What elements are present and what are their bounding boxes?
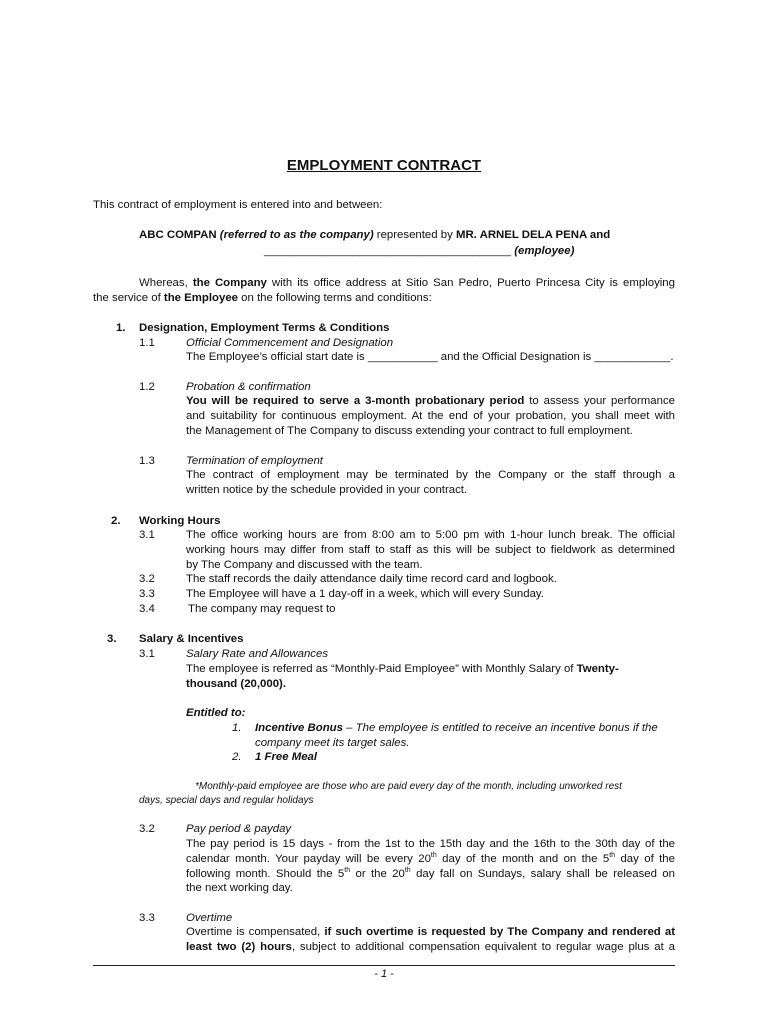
entitled-heading: Entitled to:: [186, 707, 246, 719]
footnote-line2: days, special days and regular holidays: [139, 795, 314, 806]
clause-1-1-title: Official Commencement and Designation: [186, 337, 394, 349]
entitled-item-1-line1: Incentive Bonus – The employee is entitled to receive an incentive bonus if the: [255, 722, 658, 734]
clause-3-1-line2: thousand (20,000).: [186, 678, 287, 690]
clause-3-2-text: The pay period is 15 days - from the 1st to the 15th day and the 16th to the 30th day of the calendar month. Your payday will be every 20th day of the month and on the 5th day of the following month. Should the 5th or the 20th day fall on Sundays, salary shall be released on the next working day.: [186, 838, 675, 895]
clause-2-3-text: The Employee will have a 1 day-off in a week, which will every Sunday.: [186, 588, 544, 600]
clause-1-3-text: The contract of employment may be terminated by the Company or the staff through a written notice by the schedule provided in your contract.: [186, 469, 675, 496]
clause-2-2-text: The staff records the daily attendance daily time record card and logbook.: [186, 573, 557, 585]
clause-1-1-number: 1.1: [139, 337, 155, 349]
clause-2-4-number: 3.4: [139, 603, 155, 615]
employee-line: [264, 244, 574, 258]
parties-line: [139, 228, 610, 242]
clause-3-1-number: 3.1: [139, 648, 155, 660]
section2-heading: Working Hours: [139, 515, 221, 527]
clause-3-3-number: 3.3: [139, 912, 155, 924]
rep-name: MR. ARNEL DELA PENA and: [455, 229, 611, 241]
clause-2-2-number: 3.2: [139, 573, 155, 585]
clause-2-3-number: 3.3: [139, 588, 155, 600]
rep-text: represented by: [376, 229, 453, 241]
whereas-paragraph: Whereas, the Company with its office address at Sitio San Pedro, Puerto Princesa City is employing the service of the Employee on the following terms and conditions:: [93, 277, 675, 304]
clause-3-1-line1: The employee is referred as “Monthly-Paid Employee” with Monthly Salary of Twenty-: [186, 663, 619, 675]
employee-ref: (employee): [514, 245, 575, 257]
clause-1-2-number: 1.2: [139, 381, 155, 393]
section1-number: 1.: [116, 322, 126, 334]
footer-divider: [93, 965, 675, 966]
entitled-item-1-line2: company meet its target sales.: [255, 737, 410, 749]
clause-2-4-text: The company may request to: [188, 603, 336, 615]
clause-3-3-text: Overtime is compensated, if such overtime is requested by The Company and rendered at least two (2) hours, subject to additional compensation equivalent to regular wage plus at a: [186, 926, 676, 953]
page-number: - 1 -: [374, 968, 394, 980]
clause-2-1-text: The office working hours are from 8:00 am to 5:00 pm with 1-hour lunch break. The official working hours may differ from staff to staff as this will be subject to fieldwork as determined by The Company and discussed with the team.: [186, 529, 675, 571]
entitled-item-1-number: 1.: [232, 722, 242, 734]
section1-heading: Designation, Employment Terms & Conditions: [139, 322, 390, 334]
clause-3-3-title: Overtime: [186, 912, 233, 924]
document-title: EMPLOYMENT CONTRACT: [286, 157, 482, 174]
clause-3-2-title: Pay period & payday: [186, 823, 292, 835]
entitled-item-2-number: 2.: [232, 751, 242, 763]
section3-number: 3.: [107, 633, 117, 645]
section2-number: 2.: [111, 515, 121, 527]
clause-1-2-text: You will be required to serve a 3-month probationary period to assess your performance and suitability for continuous employment. At the end of your probation, you shall meet with the Management of The Company to discuss extending your contract to full employment.: [186, 395, 675, 437]
section3-heading: Salary & Incentives: [139, 633, 244, 645]
clause-3-2-number: 3.2: [139, 823, 155, 835]
clause-3-1-title: Salary Rate and Allowances: [186, 648, 329, 660]
company-name: ABC COMPAN: [139, 229, 217, 241]
employee-blank: _______________________________________: [264, 245, 512, 257]
company-ref: (referred to as the company): [219, 229, 374, 241]
intro-text: This contract of employment is entered into and between:: [93, 199, 383, 211]
clause-1-2-title: Probation & confirmation: [186, 381, 311, 393]
footnote-line1: *Monthly-paid employee are those who are paid every day of the month, including unworked rest: [195, 781, 622, 792]
clause-2-1-number: 3.1: [139, 529, 155, 541]
clause-1-3-number: 1.3: [139, 455, 155, 467]
clause-1-1-text: The Employee’s official start date is ___________ and the Official Designation is ____________.: [186, 351, 674, 363]
entitled-item-2-text: 1 Free Meal: [255, 751, 318, 763]
clause-1-3-title: Termination of employment: [186, 455, 323, 467]
